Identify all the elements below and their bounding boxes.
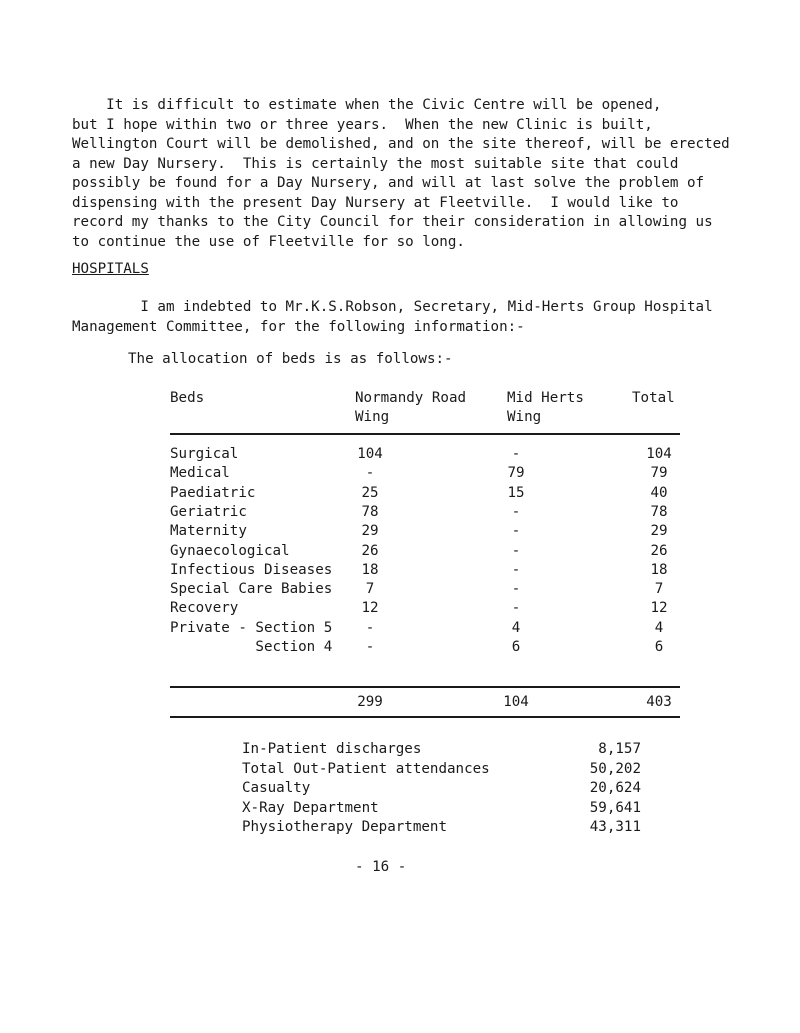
cell-midherts: -: [511, 446, 521, 462]
intro-line: but I hope within two or three years. When the new Clinic is built,: [72, 116, 653, 133]
cell-midherts: -: [511, 581, 521, 598]
intro-line: a new Day Nursery. This is certainly the most suitable site that could: [72, 155, 679, 172]
col-header-beds: Beds: [170, 390, 205, 406]
cell-total: 78: [650, 503, 668, 520]
row-label: Maternity: [170, 523, 247, 540]
cell-midherts: 79: [507, 465, 525, 482]
col-header-midherts: Mid Herts: [507, 390, 584, 406]
intro-line: Wellington Court will be demolished, and on the site thereof, will be erected: [72, 136, 730, 152]
cell-normandy: 29: [361, 523, 379, 540]
stat-label: X-Ray Department: [242, 799, 379, 816]
total-overall: 403: [646, 694, 672, 710]
row-label: Recovery: [170, 600, 239, 617]
cell-normandy: 7: [365, 581, 375, 598]
row-label: Private - Section 5: [170, 619, 333, 636]
stat-value: 43,311: [589, 819, 641, 836]
stat-value: 59,641: [589, 799, 641, 816]
cell-normandy: 104: [357, 446, 383, 462]
stat-label: Casualty: [242, 780, 311, 797]
allocation-intro: The allocation of beds is as follows:-: [128, 351, 453, 367]
cell-normandy: 25: [361, 484, 379, 501]
cell-total: 7: [654, 581, 664, 598]
intro-paragraph: [72, 96, 772, 252]
cell-midherts: -: [511, 503, 521, 520]
page-number: - 16 -: [355, 859, 407, 875]
ack-paragraph: [72, 298, 772, 337]
stat-label: Physiotherapy Department: [242, 819, 447, 836]
cell-total: 12: [650, 600, 668, 617]
stat-value: 8,157: [598, 741, 641, 757]
cell-midherts: 6: [511, 639, 521, 655]
cell-midherts: 4: [511, 619, 521, 636]
col-header-midherts-sub: Wing: [507, 409, 542, 425]
intro-line: possibly be found for a Day Nursery, and will at last solve the problem of: [72, 175, 705, 191]
col-header-normandy: Normandy Road: [355, 390, 467, 406]
cell-midherts: -: [511, 542, 521, 559]
cell-normandy: -: [365, 639, 375, 655]
ack-line: Management Committee, for the following information:-: [72, 318, 525, 335]
stat-label: Total Out-Patient attendances: [242, 760, 490, 777]
row-label: Geriatric: [170, 503, 247, 520]
cell-normandy: 12: [361, 600, 379, 617]
total-normandy: 299: [357, 694, 383, 710]
row-label: Surgical: [170, 446, 239, 462]
cell-total: 4: [654, 619, 664, 636]
cell-total: 79: [650, 465, 668, 482]
cell-total: 29: [650, 523, 668, 540]
row-label: Special Care Babies: [170, 581, 333, 598]
table-rule-bottom: [170, 716, 680, 718]
ack-line: I am indebted to Mr.K.S.Robson, Secretary, Mid-Herts Group Hospital: [72, 299, 713, 315]
cell-normandy: 26: [361, 542, 379, 559]
cell-total: 26: [650, 542, 668, 559]
cell-total: 18: [650, 561, 668, 578]
stat-label: In-Patient discharges: [242, 741, 422, 757]
intro-line: dispensing with the present Day Nursery at Fleetville. I would like to: [72, 194, 679, 211]
col-header-normandy-sub: Wing: [355, 409, 390, 425]
cell-total: 104: [646, 446, 672, 462]
cell-normandy: -: [365, 465, 375, 482]
cell-midherts: -: [511, 561, 521, 578]
stat-value: 50,202: [589, 760, 641, 777]
row-label: Section 4: [170, 639, 333, 655]
cell-normandy: 78: [361, 503, 379, 520]
row-label: Gynaecological: [170, 542, 290, 559]
cell-normandy: -: [365, 619, 375, 636]
cell-midherts: -: [511, 523, 521, 540]
intro-line: record my thanks to the City Council for their consideration in allowing us: [72, 214, 713, 230]
cell-total: 6: [654, 639, 664, 655]
intro-line: It is difficult to estimate when the Civic Centre will be opened,: [72, 97, 662, 113]
cell-normandy: 18: [361, 561, 379, 578]
total-midherts: 104: [503, 694, 529, 710]
table-rule-top: [170, 433, 680, 435]
cell-midherts: -: [511, 600, 521, 617]
col-header-total: Total: [632, 390, 675, 406]
cell-total: 40: [650, 484, 668, 501]
intro-line: to continue the use of Fleetville for so long.: [72, 233, 465, 250]
row-label: Paediatric: [170, 484, 256, 501]
cell-midherts: 15: [507, 484, 525, 501]
stat-value: 20,624: [589, 780, 641, 797]
row-label: Medical: [170, 465, 230, 482]
table-rule-mid: [170, 686, 680, 688]
section-heading: HOSPITALS: [72, 261, 149, 277]
row-label: Infectious Diseases: [170, 561, 333, 578]
